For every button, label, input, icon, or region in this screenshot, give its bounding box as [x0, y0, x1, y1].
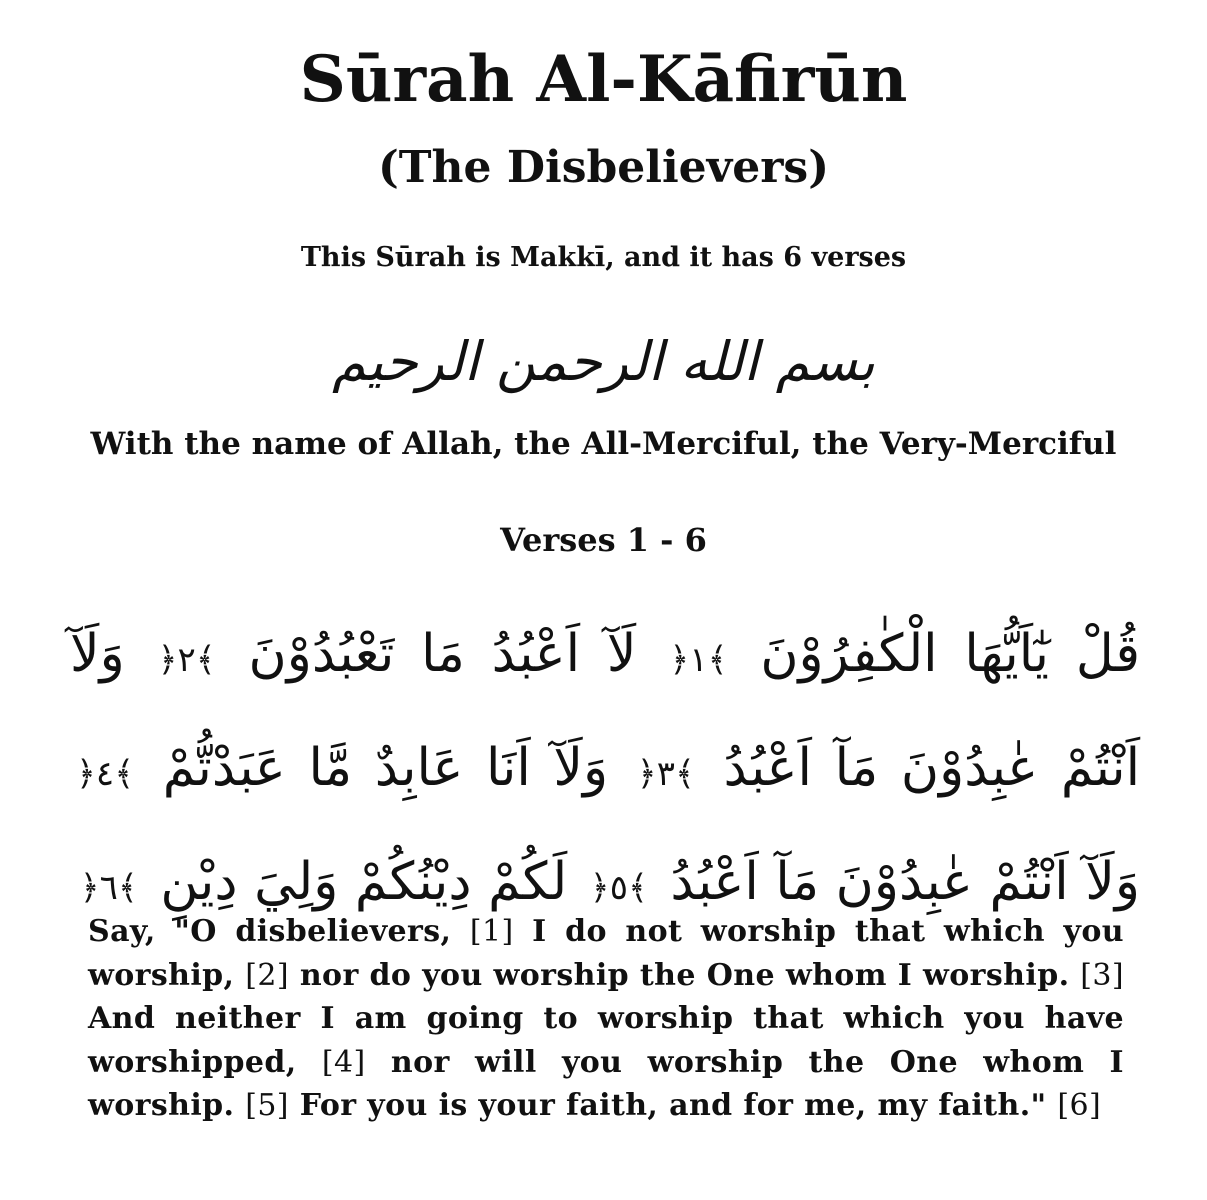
bismillah-arabic: بسم الله الرحمن الرحيم [332, 330, 875, 393]
ayah-number-marker: ﴿٢﴾ [157, 640, 216, 680]
verse-number: [5] [245, 1088, 289, 1123]
arabic-verse-text: وَلَآ اَنْتُمْ عٰبِدُوْنَ مَآ اَعْبُدُ [70, 624, 1141, 798]
arabic-verse-text: وَلَآ اَنْتُمْ عٰبِدُوْنَ مَآ اَعْبُدُ [670, 852, 1140, 912]
verse-number: [3] [1080, 957, 1124, 993]
arabic-verses [70, 600, 1140, 942]
surah-subtitle: (The Disbelievers) [377, 142, 830, 193]
translation-segment: And neither I am going to worship that which you have worshipped, [88, 1001, 1124, 1080]
surah-info: This Sūrah is Makkī, and it has 6 verses [300, 242, 907, 273]
ayah-number-marker: ﴿٣﴾ [636, 754, 695, 794]
translation-segment: For you is your faith, and for me, my faith." [288, 1088, 1058, 1123]
ayah-number-marker: ﴿١﴾ [669, 640, 728, 680]
arabic-verse [663, 624, 1140, 684]
arabic-verse [152, 624, 637, 684]
verse-number: [2] [245, 957, 289, 993]
verse-number: [1] [469, 914, 514, 949]
translation-segment: Say, "O disbelievers, [88, 914, 470, 949]
ayah-number-marker: ﴿٤﴾ [76, 754, 135, 794]
translation-segment: nor will you worship the One whom I worship. [88, 1044, 1124, 1123]
bismillah-translation: With the name of Allah, the All-Merciful, the Very-Merciful [90, 426, 1117, 462]
ayah-number-marker: ﴿٦﴾ [79, 868, 138, 908]
surah-title: Sūrah Al-Kāfirūn [299, 42, 908, 117]
verse-number: [6] [1057, 1088, 1102, 1123]
arabic-verse [74, 852, 568, 912]
arabic-verse [584, 852, 1140, 912]
english-translation [88, 910, 1124, 1128]
ayah-number-marker: ﴿٥﴾ [589, 868, 648, 908]
arabic-verse-text: وَلَآ اَنَا عَابِدٌ مَّا عَبَدْتُّمْ [162, 738, 609, 798]
arabic-verse [70, 738, 608, 798]
arabic-verse-text: لَكُمْ دِيْنُكُمْ وَلِيَ دِيْنِ [160, 852, 568, 912]
verses-range: Verses 1 - 6 [500, 521, 707, 559]
verse-number: [4] [321, 1044, 366, 1080]
arabic-verse-text: لَآ اَعْبُدُ مَا تَعْبُدُوْنَ [248, 624, 637, 684]
arabic-verse-text: قُلْ يٰٓاَيُّهَا الْكٰفِرُوْنَ [760, 624, 1141, 684]
translation-segment: I do not worship that which you worship, [88, 914, 1124, 993]
translation-segment: nor do you worship the One whom I worship. [288, 957, 1081, 993]
